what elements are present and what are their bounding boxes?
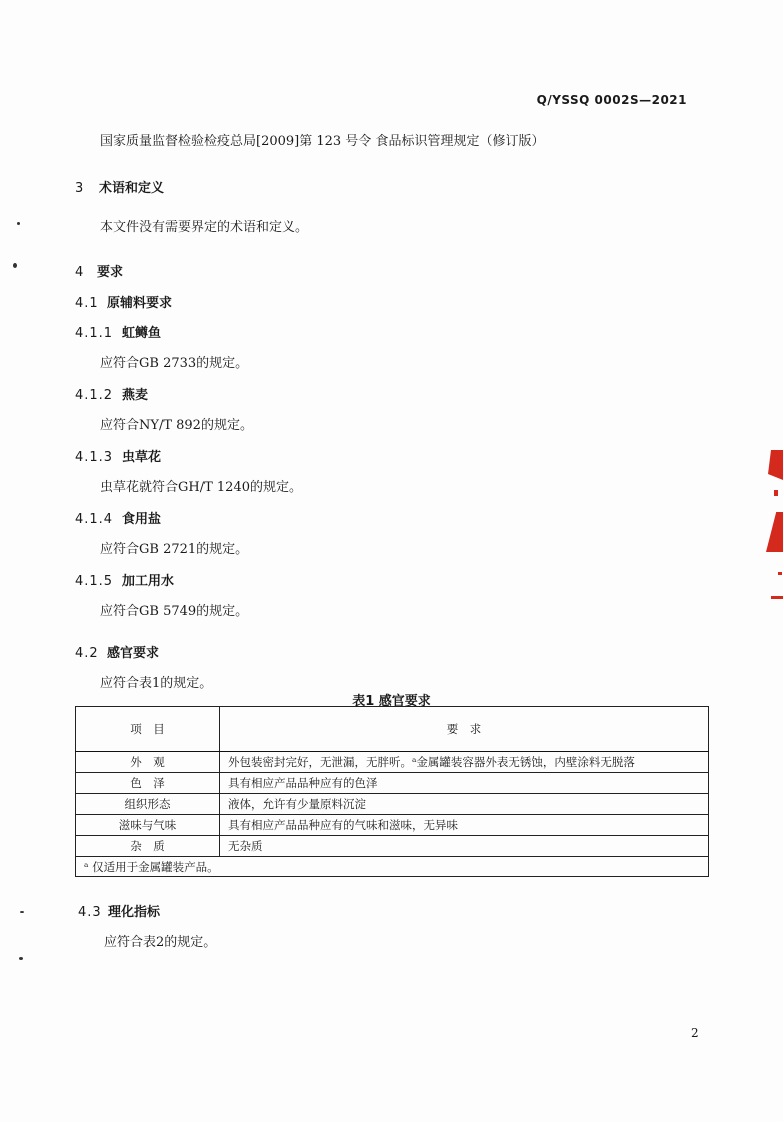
section-3-heading [75, 177, 164, 196]
section-number: 4.1.3 [75, 450, 114, 465]
section-title: 虫草花 [122, 450, 162, 465]
section-4-1-heading [75, 292, 172, 311]
section-number: 4.1 [75, 296, 99, 311]
section-4-1-2-text: 应符合NY/T 892的规定。 [100, 418, 253, 433]
section-title: 理化指标 [108, 905, 161, 920]
section-number: 4.1.5 [75, 574, 114, 589]
scan-speck [17, 222, 20, 225]
stamp-fragment [766, 512, 783, 552]
table-cell-requirement: 液体，允许有少量原料沉淀 [220, 794, 709, 815]
section-4-1-1-text: 应符合GB 2733的规定。 [100, 356, 249, 371]
section-title: 虹鳟鱼 [122, 326, 162, 341]
section-number: 4.1.4 [75, 512, 114, 527]
section-number: 4.3 [78, 905, 102, 920]
table-footnote-row [76, 857, 709, 877]
section-4-2-heading [75, 642, 159, 661]
table-row [76, 773, 709, 794]
table-row [76, 836, 709, 857]
table-footnote: ᵃ 仅适用于金属罐装产品。 [76, 857, 709, 877]
table-row [76, 794, 709, 815]
section-number: 4.1.1 [75, 326, 114, 341]
stamp-fragment [774, 490, 778, 496]
section-4-1-4-heading [75, 508, 161, 527]
scan-speck [20, 911, 24, 913]
stamp-fragment [778, 572, 782, 575]
section-title: 要求 [97, 265, 124, 280]
table-header-item: 项 目 [76, 707, 220, 752]
table-cell-item: 组织形态 [76, 794, 220, 815]
section-4-heading [75, 261, 123, 280]
section-4-3-text: 应符合表2的规定。 [104, 935, 217, 950]
sensory-requirements-table [75, 706, 709, 877]
table-cell-item: 外 观 [76, 752, 220, 773]
table-cell-item: 色 泽 [76, 773, 220, 794]
intro-regulation-line: 国家质量监督检验检疫总局[2009]第 123 号令 食品标识管理规定（修订版） [100, 134, 545, 149]
table-row [76, 752, 709, 773]
document-number: Q/YSSQ 0002S—2021 [536, 93, 687, 107]
table-cell-requirement: 无杂质 [220, 836, 709, 857]
section-4-1-2-heading [75, 384, 148, 403]
table-cell-requirement: 外包装密封完好，无泄漏，无胖听。ᵃ金属罐装容器外表无锈蚀，内壁涂料无脱落 [220, 752, 709, 773]
section-title: 燕麦 [122, 388, 149, 403]
table-cell-item: 杂 质 [76, 836, 220, 857]
section-title: 食用盐 [122, 512, 162, 527]
table-cell-item: 滋味与气味 [76, 815, 220, 836]
table-cell-requirement: 具有相应产品品种应有的色泽 [220, 773, 709, 794]
section-number: 4.2 [75, 646, 99, 661]
table-header-requirement: 要 求 [220, 707, 709, 752]
table-header-row [76, 707, 709, 752]
scan-speck [19, 957, 23, 960]
section-4-1-5-text: 应符合GB 5749的规定。 [100, 604, 249, 619]
section-4-3-heading [78, 901, 160, 920]
section-title: 原辅料要求 [107, 296, 173, 311]
section-number: 4.1.2 [75, 388, 114, 403]
stamp-fragment [771, 596, 783, 599]
scan-speck [13, 263, 17, 268]
section-title: 术语和定义 [99, 181, 165, 196]
section-4-1-4-text: 应符合GB 2721的规定。 [100, 542, 249, 557]
section-4-1-1-heading [75, 322, 161, 341]
section-4-1-3-heading [75, 446, 161, 465]
table-cell-requirement: 具有相应产品品种应有的气味和滋味，无异味 [220, 815, 709, 836]
table-row [76, 815, 709, 836]
section-4-1-3-text: 虫草花就符合GH/T 1240的规定。 [100, 480, 302, 495]
section-3-text: 本文件没有需要界定的术语和定义。 [100, 220, 309, 235]
section-4-2-text: 应符合表1的规定。 [100, 676, 213, 691]
section-title: 感官要求 [107, 646, 160, 661]
section-number: 3 [75, 181, 85, 196]
stamp-fragment [768, 450, 783, 480]
table-1-caption: 表1 感官要求 [352, 694, 431, 709]
page-number: 2 [691, 1026, 699, 1040]
section-number: 4 [75, 265, 85, 280]
section-4-1-5-heading [75, 570, 174, 589]
section-title: 加工用水 [122, 574, 175, 589]
